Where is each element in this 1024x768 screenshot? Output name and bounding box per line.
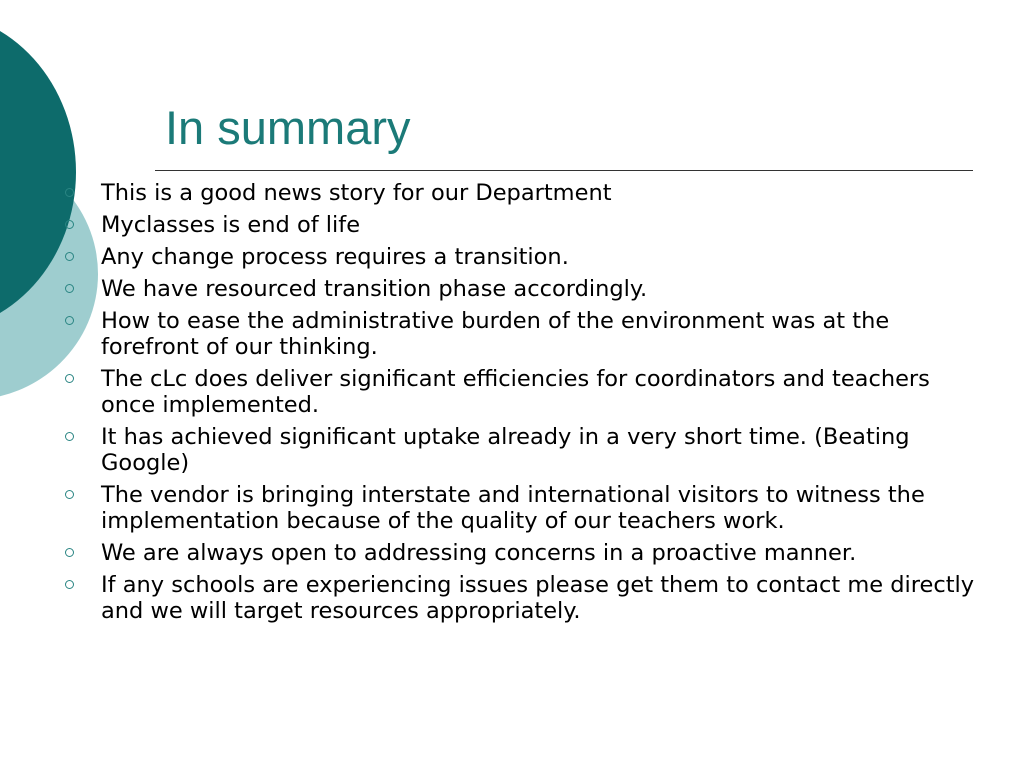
bullet-item (58, 180, 978, 206)
circle-bullet-icon (65, 284, 74, 293)
bullet-item (58, 540, 978, 566)
bullet-text: The cLc does deliver significant efficiencies for coordinators and teachers once implemented. (101, 366, 930, 418)
circle-bullet-icon (65, 252, 74, 261)
bullet-text: Myclasses is end of life (101, 212, 361, 238)
circle-bullet-icon (65, 580, 74, 589)
bullet-text: This is a good news story for our Department (101, 180, 612, 206)
circle-bullet-icon (65, 220, 74, 229)
bullet-text: We have resourced transition phase accordingly. (101, 276, 648, 302)
bullet-item (58, 424, 978, 476)
bullet-item (58, 308, 978, 360)
bullet-list (58, 180, 978, 630)
bullet-item (58, 212, 978, 238)
circle-bullet-icon (65, 374, 74, 383)
bullet-text: If any schools are experiencing issues please get them to contact me directly and we will target resources appropriately. (101, 572, 975, 624)
bullet-text: Any change process requires a transition. (101, 244, 569, 270)
bullet-text: We are always open to addressing concerns in a proactive manner. (101, 540, 857, 566)
bullet-item (58, 572, 978, 624)
bullet-text: The vendor is bringing interstate and international visitors to witness the implementation because of the quality of our teachers work. (101, 482, 925, 534)
circle-bullet-icon (65, 188, 74, 197)
bullet-item (58, 244, 978, 270)
circle-bullet-icon (65, 316, 74, 325)
circle-bullet-icon (65, 548, 74, 557)
title-divider (155, 170, 973, 171)
circle-bullet-icon (65, 432, 74, 441)
circle-bullet-icon (65, 490, 74, 499)
bullet-text: It has achieved significant uptake already in a very short time. (Beating Google) (101, 424, 910, 476)
slide-title: In summary (165, 101, 411, 154)
bullet-text: How to ease the administrative burden of the environment was at the forefront of our thinking. (101, 308, 890, 360)
bullet-item (58, 482, 978, 534)
bullet-item (58, 276, 978, 302)
bullet-item (58, 366, 978, 418)
